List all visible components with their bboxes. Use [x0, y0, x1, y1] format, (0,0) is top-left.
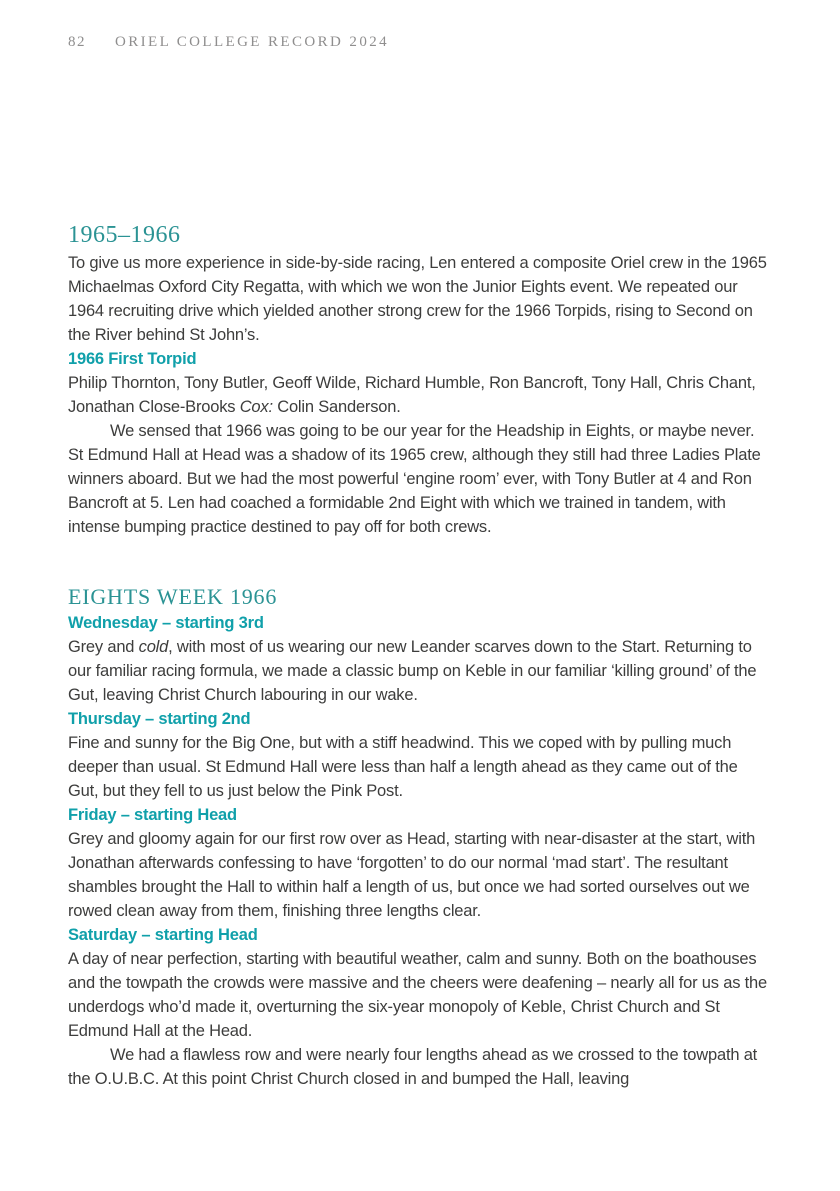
paragraph-closing: We had a flawless row and were nearly four lengths ahead as we crossed to the towpath at the O.U.B.C. At this point Christ Church closed in and bumped the Hall, leaving: [68, 1046, 758, 1088]
cox-label: Cox:: [239, 398, 273, 416]
section-heading-eights-week-1966: EIGHTS WEEK 1966: [68, 584, 278, 609]
cox-name: Colin Sanderson.: [272, 398, 401, 416]
wednesday-text-pre: Grey and: [68, 638, 139, 656]
page-body: [68, 222, 772, 1091]
crew-names: Philip Thornton, Tony Butler, Geoff Wilde, Richard Humble, Ron Bancroft, Tony Hall, Chris Chant, Jonathan Close-Brooks: [68, 374, 756, 416]
subheading-wednesday: Wednesday – starting 3rd: [68, 614, 264, 632]
section-heading-1965-1966: 1965–1966: [68, 222, 181, 248]
paragraph-crew-list: [68, 371, 772, 419]
subheading-thursday: Thursday – starting 2nd: [68, 710, 251, 728]
paragraph-thursday: Fine and sunny for the Big One, but with a stiff headwind. This we coped with by pulling much deeper than usual. St Edmund Hall were less than half a length ahead as they came out of the Gut, but they fell to us just below the Pink Post.: [68, 734, 738, 800]
paragraph-friday: Grey and gloomy again for our first row over as Head, starting with near-disaster at the start, with Jonathan afterwards confessing to have ‘forgotten’ to do our normal ‘mad start’. The resultant shambles brought the Hall to within half a length of us, but once we had sorted ourselves out we rowed clean away from them, finishing three lengths clear.: [68, 830, 756, 920]
paragraph-headship: We sensed that 1966 was going to be our year for the Headship in Eights, or maybe never. St Edmund Hall at Head was a shadow of its 1965 crew, although they still had three Ladies Plate winners aboard. But we had the most powerful ‘engine room’ ever, with Tony Butler at 4 and Ron Bancroft at 5. Len had coached a formidable 2nd Eight with which we trained in tandem, with intense bumping practice destined to pay off for both crews.: [68, 422, 761, 536]
subheading-1966-first-torpid: 1966 First Torpid: [68, 350, 197, 368]
page-number: 82: [68, 34, 86, 50]
wednesday-text-post: , with most of us wearing our new Leander scarves down to the Start. Returning to our familiar racing formula, we made a classic bump on Keble in our familiar ‘killing ground’ of the Gut, leaving Christ Church labouring in our wake.: [68, 638, 757, 704]
running-header-title: ORIEL COLLEGE RECORD 2024: [115, 34, 390, 50]
subheading-friday: Friday – starting Head: [68, 806, 237, 824]
paragraph-saturday: A day of near perfection, starting with beautiful weather, calm and sunny. Both on the boathouses and the towpath the crowds were massive and the cheers were deafening – nearly all for us as the underdogs who’d made it, overturning the six-year monopoly of Keble, Christ Church and St Edmund Hall at the Head.: [68, 950, 767, 1040]
subheading-saturday: Saturday – starting Head: [68, 926, 258, 944]
wednesday-text-italic: cold: [138, 638, 169, 656]
running-header: [68, 33, 772, 51]
paragraph-wednesday: [68, 635, 772, 707]
paragraph-intro: To give us more experience in side-by-side racing, Len entered a composite Oriel crew in the 1965 Michaelmas Oxford City Regatta, with which we won the Junior Eights event. We repeated our 1964 recruiting drive which yielded another strong crew for the 1966 Torpids, rising to Second on the River behind St John’s.: [68, 254, 767, 344]
